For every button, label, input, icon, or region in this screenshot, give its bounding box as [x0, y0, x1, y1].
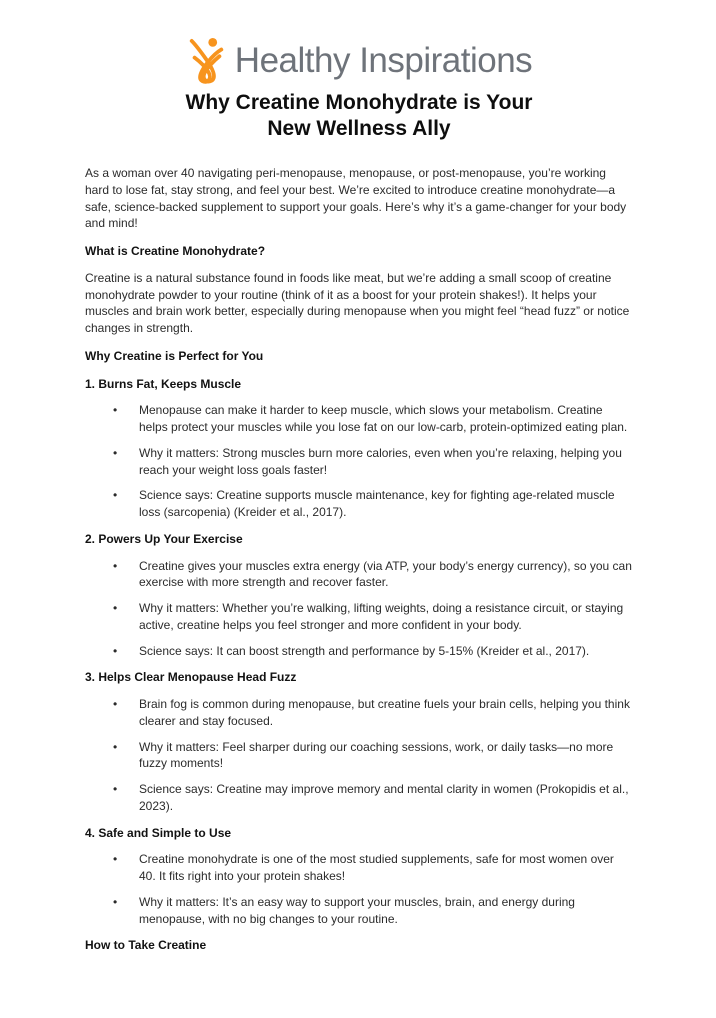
benefit-4-bullets — [85, 851, 633, 927]
bullet-item: • Why it matters: Feel sharper during our coaching sessions, work, or daily tasks—no more fuzzy moments! — [85, 739, 633, 773]
bullet-item: • Menopause can make it harder to keep muscle, which slows your metabolism. Creatine helps protect your muscles while you lose fat on our low-carb, protein-optimized eating plan. — [85, 402, 633, 436]
what-is-paragraph: Creatine is a natural substance found in foods like meat, but we’re adding a small scoop of creatine monohydrate powder to your routine (think of it as a boost for your protein shakes!). It helps your muscles and brain work better, especially during menopause when you might feel “head fuzz” or notice changes in strength. — [85, 270, 630, 335]
benefit-4-heading: 4. Safe and Simple to Use — [85, 825, 232, 840]
benefit-section-2 — [85, 530, 633, 660]
benefit-1-heading: 1. Burns Fat, Keeps Muscle — [85, 376, 242, 391]
benefit-1-bullets — [85, 402, 633, 521]
benefit-2-bullets — [85, 558, 633, 660]
benefit-2-heading: 2. Powers Up Your Exercise — [85, 531, 243, 546]
benefit-section-3 — [85, 668, 633, 814]
logo — [85, 36, 633, 86]
document-title — [85, 90, 633, 142]
bullet-item: • Science says: Creatine supports muscle maintenance, key for fighting age-related muscle loss (sarcopenia) (Kreider et al., 2017). — [85, 487, 633, 521]
benefit-3-heading: 3. Helps Clear Menopause Head Fuzz — [85, 670, 297, 685]
bullet-item: • Creatine monohydrate is one of the most studied supplements, safe for most women over 40. It fits right into your protein shakes! — [85, 851, 633, 885]
heading-how-to-take-creatine: How to Take Creatine — [85, 938, 207, 953]
logo-text: Healthy Inspirations — [234, 41, 533, 80]
bullet-item: • Creatine gives your muscles extra energy (via ATP, your body’s energy currency), so you can exercise with more strength and recover faster. — [85, 558, 633, 592]
bullet-item: • Why it matters: Whether you’re walking, lifting weights, doing a resistance circuit, or staying active, creatine helps you feel stronger and more confident in your body. — [85, 600, 633, 634]
benefit-section-1 — [85, 375, 633, 521]
bullet-item: • Science says: It can boost strength and performance by 5-15% (Kreider et al., 2017). — [85, 643, 633, 660]
title-line-1: Why Creatine Monohydrate is Your — [185, 91, 533, 114]
bullet-item: • Why it matters: Strong muscles burn more calories, even when you’re relaxing, helping you reach your weight loss goals faster! — [85, 445, 633, 479]
intro-paragraph: As a woman over 40 navigating peri-menopause, menopause, or post-menopause, you’re working hard to lose fat, stay strong, and feel your best. We’re excited to introduce creatine monohydrate—a safe, science-backed supplement to support your goals. Here’s why it’s a game-changer for your body and mind! — [85, 166, 627, 231]
heading-why-creatine-perfect: Why Creatine is Perfect for You — [85, 348, 264, 363]
title-line-2: New Wellness Ally — [267, 117, 451, 140]
bullet-item: • Science says: Creatine may improve memory and mental clarity in women (Prokopidis et al., 2023). — [85, 781, 633, 815]
healthy-inspirations-figure-icon — [186, 36, 228, 86]
benefit-3-bullets — [85, 696, 633, 815]
document-body — [85, 165, 633, 954]
heading-what-is-creatine: What is Creatine Monohydrate? — [85, 244, 266, 258]
bullet-item: • Why it matters: It’s an easy way to support your muscles, brain, and energy during menopause, with no big changes to your routine. — [85, 894, 633, 928]
bullet-item: • Brain fog is common during menopause, but creatine fuels your brain cells, helping you think clearer and stay focused. — [85, 696, 633, 730]
benefit-section-4 — [85, 824, 633, 928]
